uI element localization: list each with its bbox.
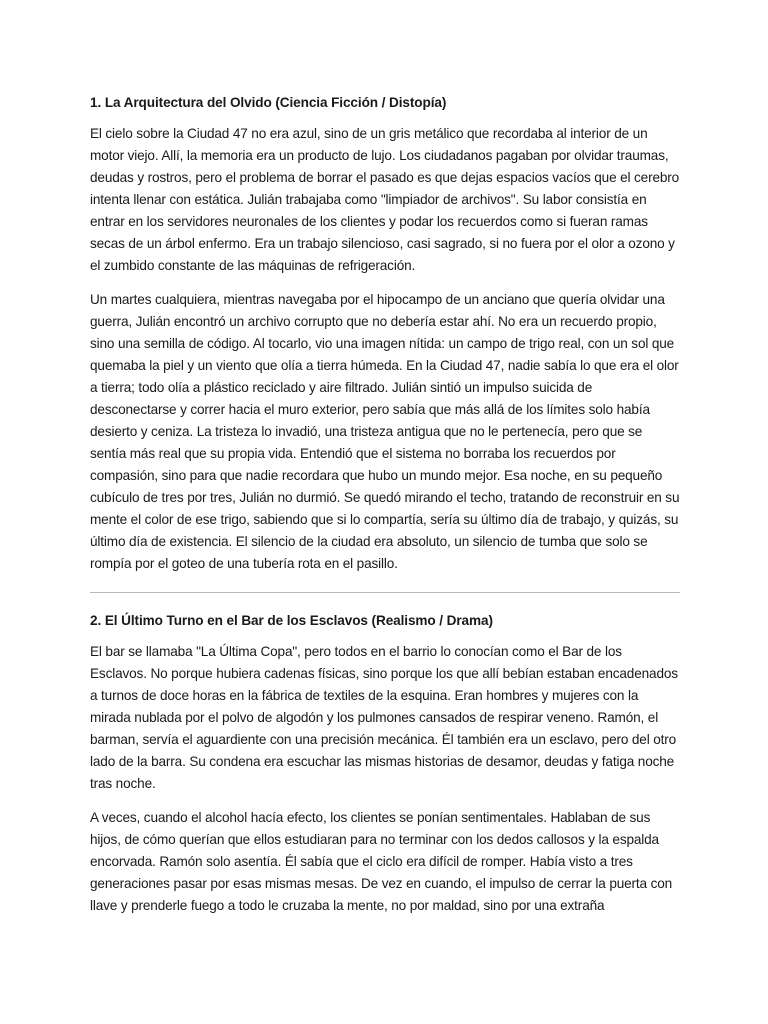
section-divider bbox=[90, 592, 680, 593]
paragraph: Un martes cualquiera, mientras navegaba por el hipocampo de un anciano que quería olvidar una guerra, Julián encontró un archivo corrupto que no debería estar ahí. No era un recuerdo propio, sino una semilla de código. Al tocarlo, vio una imagen nítida: un campo de trigo real, con un sol que quemaba la piel y un viento que olía a tierra húmeda. En la Ciudad 47, nadie sabía lo que era el olor a tierra; todo olía a plástico reciclado y aire filtrado. Julián sintió un impulso suicida de desconectarse y correr hacia el muro exterior, pero sabía que más allá de los límites solo había desierto y ceniza. La tristeza lo invadió, una tristeza antigua que no le pertenecía, pero que se sentía más real que su propia vida. Entendió que el sistema no borraba los recuerdos por compasión, sino para que nadie recordara que hubo un mundo mejor. Esa noche, en su pequeño cubículo de tres por tres, Julián no durmió. Se quedó mirando el techo, tratando de reconstruir en su mente el color de ese trigo, sabiendo que si lo compartía, sería su último día de trabajo, y quizás, su último día de existencia. El silencio de la ciudad era absoluto, un silencio de tumba que solo se rompía por el goteo de una tubería rota en el pasillo. bbox=[90, 292, 680, 571]
document-page bbox=[90, 93, 680, 929]
section-heading: 1. La Arquitectura del Olvido (Ciencia Ficción / Distopía) bbox=[90, 95, 447, 110]
paragraph: El bar se llamaba "La Última Copa", pero todos en el barrio lo conocían como el Bar de los Esclavos. No porque hubiera cadenas físicas, sino porque los que allí bebían estaban encadenados a turnos de doce horas en la fábrica de textiles de la esquina. Eran hombres y mujeres con la mirada nublada por el polvo de algodón y los pulmones cansados de respirar veneno. Ramón, el barman, servía el aguardiente con una precisión mecánica. Él también era un esclavo, pero del otro lado de la barra. Su condena era escuchar las mismas historias de desamor, deudas y fatiga noche tras noche. bbox=[90, 644, 678, 791]
section-heading: 2. El Último Turno en el Bar de los Esclavos (Realismo / Drama) bbox=[90, 613, 493, 628]
story-section-1 bbox=[90, 93, 680, 575]
story-section-2 bbox=[90, 611, 680, 917]
paragraph: El cielo sobre la Ciudad 47 no era azul, sino de un gris metálico que recordaba al interior de un motor viejo. Allí, la memoria era un producto de lujo. Los ciudadanos pagaban por olvidar traumas, deudas y rostros, pero el problema de borrar el pasado es que dejas espacios vacíos que el cerebro intenta llenar con estática. Julián trabajaba como "limpiador de archivos". Su labor consistía en entrar en los servidores neuronales de los clientes y podar los recuerdos como si fueran ramas secas de un árbol enfermo. Era un trabajo silencioso, casi sagrado, si no fuera por el olor a ozono y el zumbido constante de las máquinas de refrigeración. bbox=[90, 126, 680, 273]
paragraph: A veces, cuando el alcohol hacía efecto, los clientes se ponían sentimentales. Hablaban de sus hijos, de cómo querían que ellos estudiaran para no terminar con los dedos callosos y la espalda encorvada. Ramón solo asentía. Él sabía que el ciclo era difícil de romper. Había visto a tres generaciones pasar por esas mismas mesas. De vez en cuando, el impulso de cerrar la puerta con llave y prenderle fuego a todo le cruzaba la mente, no por maldad, sino por una extraña bbox=[90, 810, 673, 913]
